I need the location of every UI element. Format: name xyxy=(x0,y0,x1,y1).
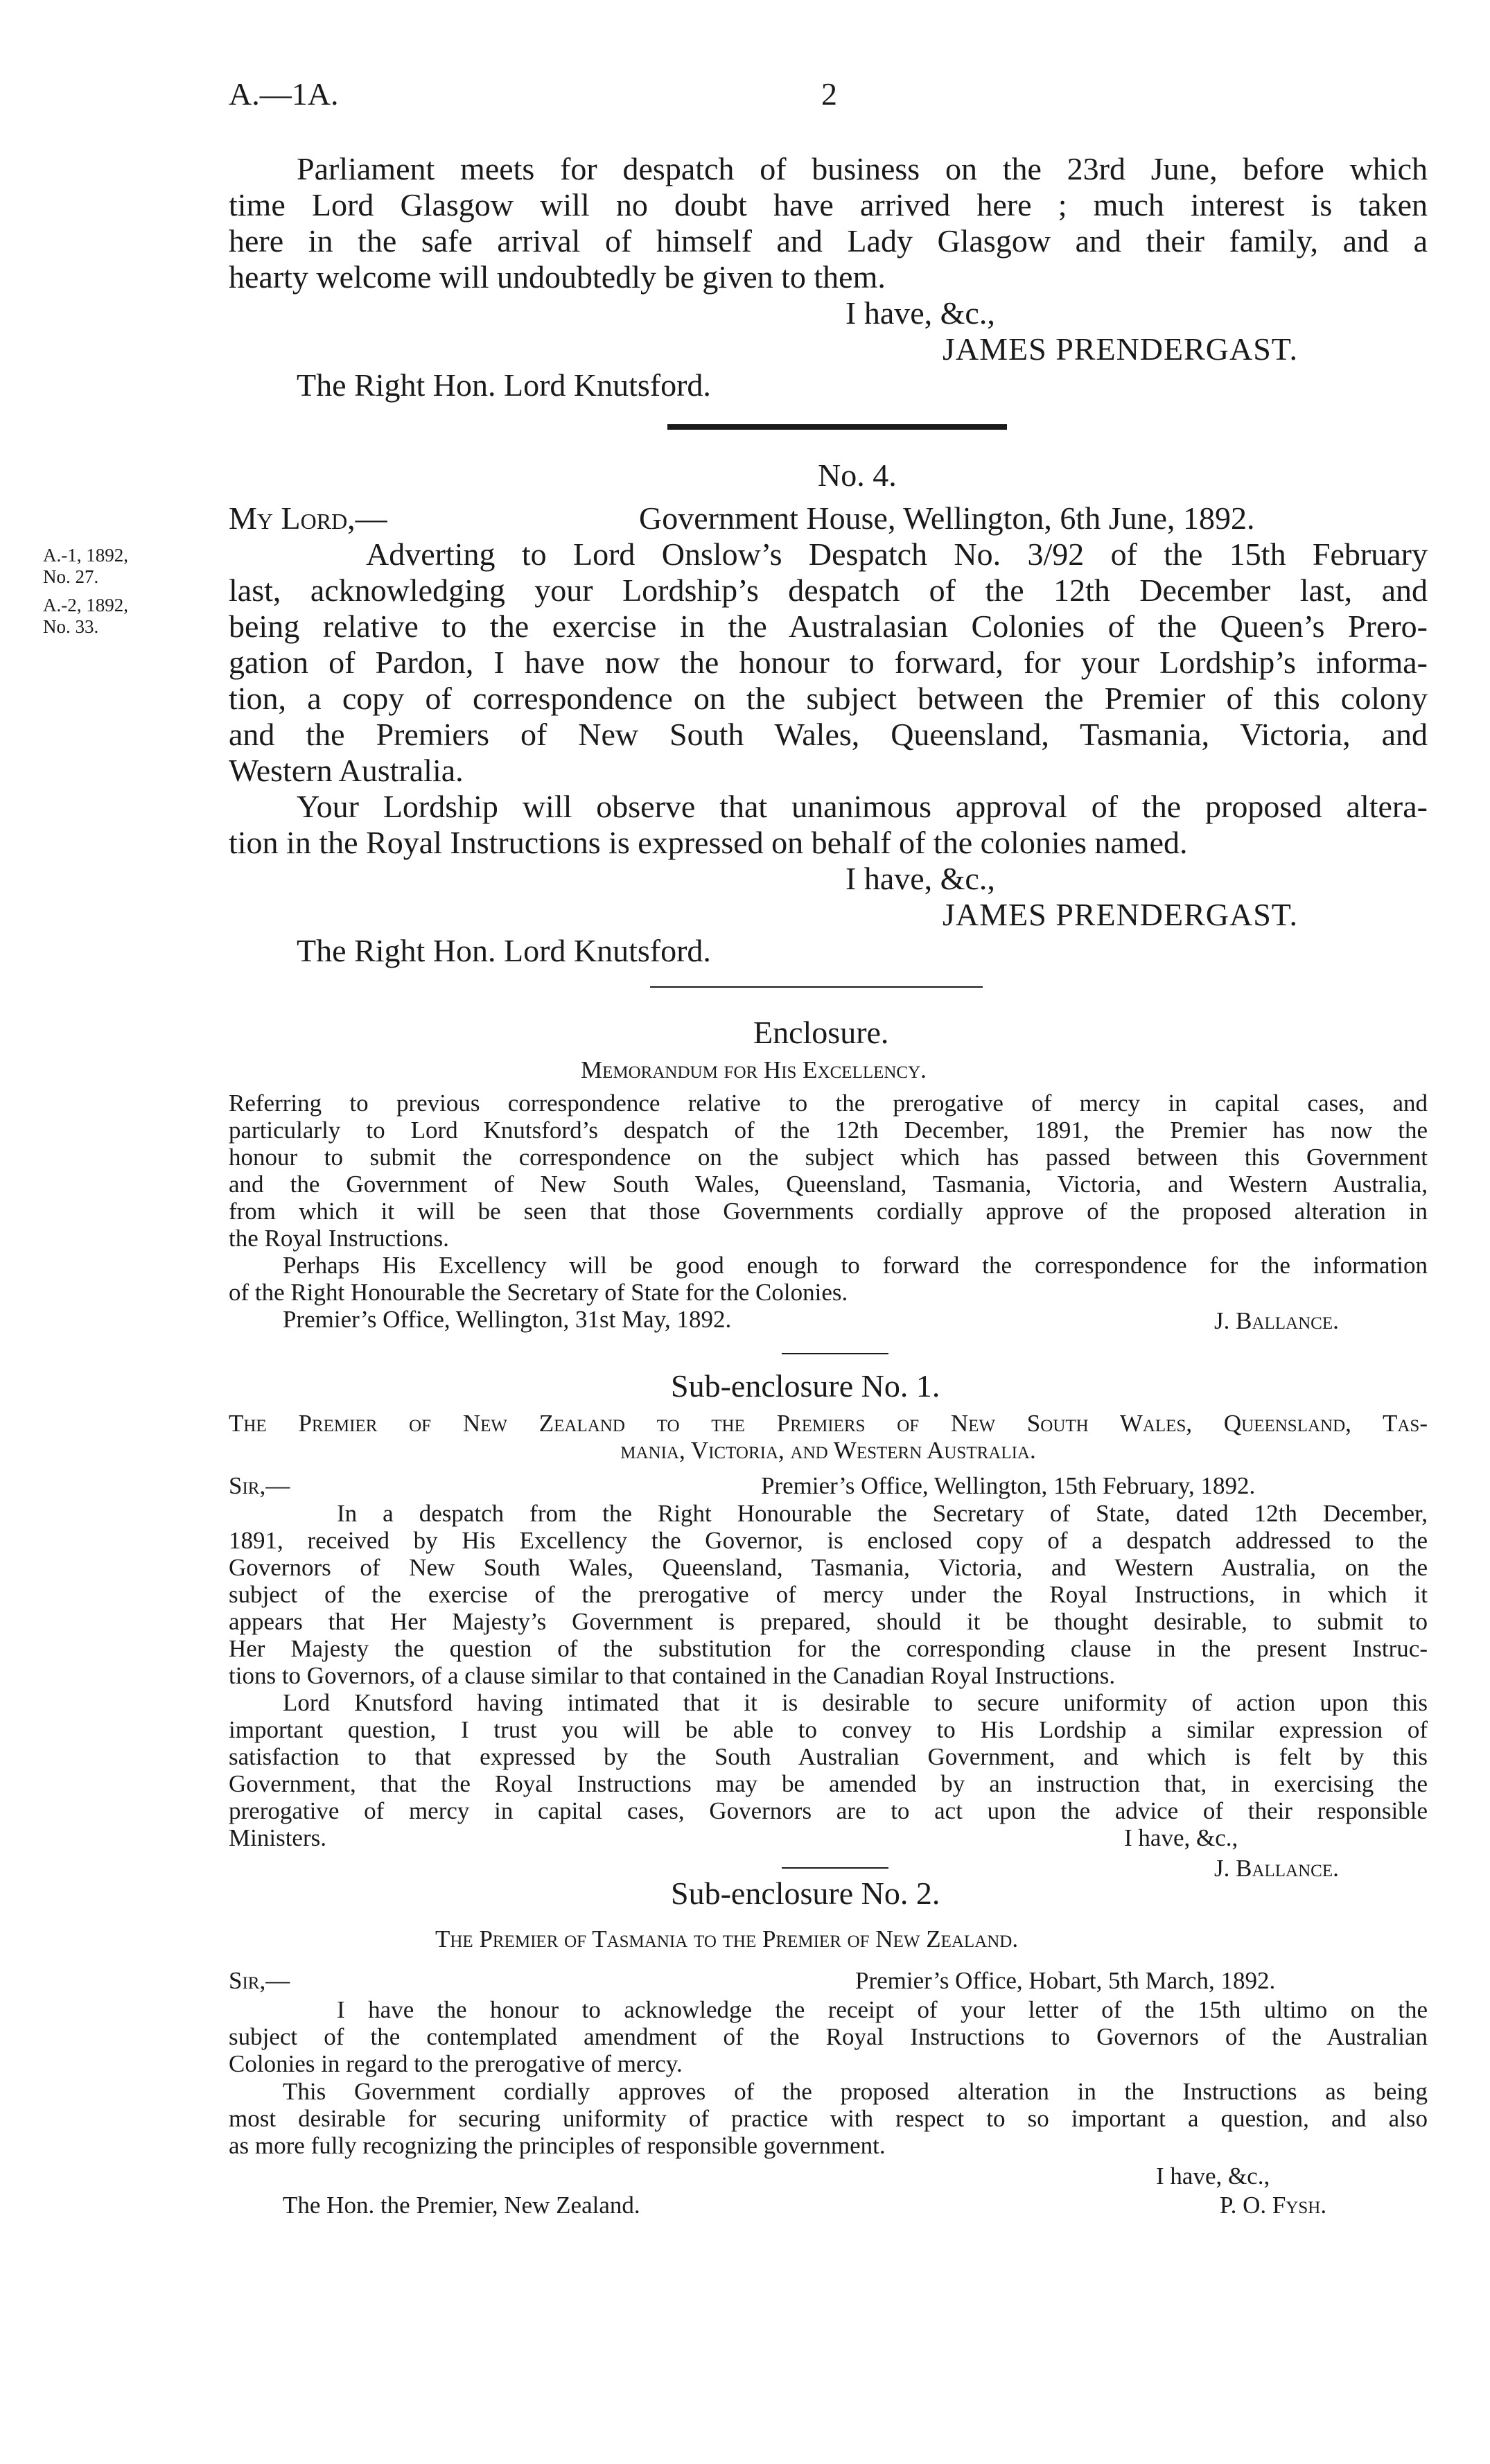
enclosure-line: and the Government of New South Wales, Queensland, Tasmania, Victoria, and Western Australia, xyxy=(229,1171,1428,1198)
sub1-heading-line: mania, Victoria, and Western Australia. xyxy=(620,1437,1036,1464)
sub2-line: as more fully recognizing the principles of responsible government. xyxy=(229,2132,886,2159)
sub1-line: Government, that the Royal Instructions may be amended by an instruction that, in exercising the xyxy=(229,1770,1428,1797)
sub2-line: I have the honour to acknowledge the receipt of your letter of the 15th ultimo on the xyxy=(337,1996,1428,2023)
sub1-heading xyxy=(229,1410,1428,1464)
sub2-addressee: The Hon. the Premier, New Zealand. xyxy=(283,2192,640,2219)
despatch-number: No. 4. xyxy=(818,457,897,493)
sub1-line: 1891, received by His Excellency the Governor, is enclosed copy of a despatch addressed to the xyxy=(229,1527,1428,1554)
sub2-paragraph-1 xyxy=(229,1996,1428,2077)
sub2-line: This Government cordially approves of the proposed alteration in the Instructions as being xyxy=(283,2078,1428,2105)
sub2-closing: I have, &c., xyxy=(1156,2162,1270,2190)
intro-addressee: The Right Hon. Lord Knutsford. xyxy=(297,367,711,403)
sub1-dateline: Premier’s Office, Wellington, 15th February, 1892. xyxy=(761,1472,1256,1499)
despatch-line: tion, a copy of correspondence on the subject between the Premier of this colony xyxy=(229,681,1428,716)
despatch-paragraph-1 xyxy=(229,536,1428,789)
section-divider-short xyxy=(782,1353,888,1354)
margin-note-line: No. 27. xyxy=(43,566,99,587)
intro-line: hearty welcome will undoubtedly be given to them. xyxy=(229,259,886,295)
despatch-line: gation of Pardon, I have now the honour to forward, for your Lordship’s informa- xyxy=(229,645,1428,680)
despatch-line: Western Australia. xyxy=(229,753,464,788)
despatch-line: Adverting to Lord Onslow’s Despatch No. 3/92 of the 15th February xyxy=(366,536,1428,572)
section-divider-thick xyxy=(667,424,1007,430)
sub1-salutation: Sir,— xyxy=(229,1472,290,1499)
sub1-line: tions to Governors, of a clause similar to that contained in the Canadian Royal Instructions. xyxy=(229,1662,1116,1689)
sub1-paragraph-2 xyxy=(229,1689,1428,1824)
despatch-line: being relative to the exercise in the Australasian Colonies of the Queen’s Prero- xyxy=(229,609,1428,644)
enclosure-line: the Royal Instructions. xyxy=(229,1225,449,1252)
despatch-line: Your Lordship will observe that unanimous approval of the proposed altera- xyxy=(297,789,1428,824)
sub1-line: Lord Knutsford having intimated that it is desirable to secure uniformity of action upon this xyxy=(283,1689,1428,1716)
despatch-line: last, acknowledging your Lordship’s despatch of the 12th December last, and xyxy=(229,573,1428,608)
sub1-line: In a despatch from the Right Honourable the Secretary of State, dated 12th December, xyxy=(337,1500,1428,1527)
page-number: 2 xyxy=(821,76,837,112)
sub2-line: Colonies in regard to the prerogative of mercy. xyxy=(229,2050,683,2077)
sub1-title: Sub-enclosure No. 1. xyxy=(671,1368,940,1404)
enclosure-line: Perhaps His Excellency will be good enough to forward the correspondence for the information xyxy=(283,1252,1428,1279)
intro-line: time Lord Glasgow will no doubt have arrived here ; much interest is taken xyxy=(229,187,1428,222)
sub1-line: subject of the exercise of the prerogative of mercy under the Royal Instructions, in which it xyxy=(229,1581,1428,1608)
margin-reference xyxy=(43,545,128,638)
enclosure-title: Enclosure. xyxy=(753,1015,889,1050)
sub2-line: subject of the contemplated amendment of the Royal Instructions to Governors of the Australian xyxy=(229,2023,1428,2050)
enclosure-place-date: Premier’s Office, Wellington, 31st May, 1892. xyxy=(283,1306,732,1333)
intro-paragraph xyxy=(229,151,1428,295)
sub2-paragraph-2 xyxy=(229,2078,1428,2159)
sub1-line: Governors of New South Wales, Queensland, Tasmania, Victoria, and Western Australia, on the xyxy=(229,1554,1428,1581)
despatch-signature: JAMES PRENDERGAST. xyxy=(943,897,1298,932)
enclosure-subtitle: Memorandum for His Excellency. xyxy=(581,1056,927,1083)
margin-note-line: No. 33. xyxy=(43,616,99,637)
sub2-line: most desirable for securing uniformity of practice with respect to so important a question, and also xyxy=(229,2105,1428,2132)
section-divider-short xyxy=(782,1867,888,1869)
despatch-salutation: My Lord,— xyxy=(229,500,387,536)
intro-line: Parliament meets for despatch of business on the 23rd June, before which xyxy=(297,151,1428,186)
despatch-dateline: Government House, Wellington, 6th June, 1892. xyxy=(639,500,1255,536)
sub1-paragraph-1 xyxy=(229,1500,1428,1689)
sub1-closing: I have, &c., xyxy=(1124,1824,1238,1851)
sub1-line: satisfaction to that expressed by the South Australian Government, and which is felt by this xyxy=(229,1743,1428,1770)
sub2-dateline: Premier’s Office, Hobart, 5th March, 1892. xyxy=(855,1967,1276,1994)
despatch-line: tion in the Royal Instructions is expressed on behalf of the colonies named. xyxy=(229,825,1188,860)
despatch-line: and the Premiers of New South Wales, Queensland, Tasmania, Victoria, and xyxy=(229,717,1428,752)
section-divider xyxy=(650,986,983,988)
sub2-salutation: Sir,— xyxy=(229,1967,290,1994)
intro-closing: I have, &c., xyxy=(845,295,995,331)
enclosure-line: of the Right Honourable the Secretary of State for the Colonies. xyxy=(229,1279,848,1306)
sub1-line: prerogative of mercy in capital cases, Governors are to act upon the advice of their responsible xyxy=(229,1797,1428,1824)
sub2-heading: The Premier of Tasmania to the Premier of New Zealand. xyxy=(435,1925,1019,1952)
sub1-last-line: Ministers. xyxy=(229,1824,326,1851)
sub1-line: important question, I trust you will be able to convey to His Lordship a similar expression of xyxy=(229,1716,1428,1743)
sub1-heading-line: The Premier of New Zealand to the Premiers of New South Wales, Queensland, Tas- xyxy=(229,1410,1428,1437)
sub1-signature: J. Ballance. xyxy=(1214,1855,1339,1882)
enclosure-line: particularly to Lord Knutsford’s despatch of the 12th December, 1891, the Premier has now the xyxy=(229,1117,1428,1144)
enclosure-paragraph-1 xyxy=(229,1090,1428,1252)
sub1-line: appears that Her Majesty’s Government is prepared, should it be thought desirable, to submit to xyxy=(229,1608,1428,1635)
enclosure-line: Referring to previous correspondence relative to the prerogative of mercy in capital cases, and xyxy=(229,1090,1428,1117)
enclosure-paragraph-2 xyxy=(229,1252,1428,1306)
margin-note-line: A.-2, 1892, xyxy=(43,595,128,615)
series-label: A.—1A. xyxy=(229,76,339,112)
despatch-paragraph-2 xyxy=(229,789,1428,861)
intro-line: here in the safe arrival of himself and Lady Glasgow and their family, and a xyxy=(229,223,1428,259)
enclosure-line: from which it will be seen that those Governments cordially approve of the proposed alteration in xyxy=(229,1198,1428,1225)
sub2-title: Sub-enclosure No. 2. xyxy=(671,1876,940,1911)
sub2-signature: P. O. Fysh. xyxy=(1220,2192,1327,2219)
enclosure-signature: J. Ballance. xyxy=(1214,1307,1339,1334)
despatch-closing: I have, &c., xyxy=(845,861,995,896)
margin-note-line: A.-1, 1892, xyxy=(43,545,128,566)
enclosure-line: honour to submit the correspondence on the subject which has passed between this Government xyxy=(229,1144,1428,1171)
intro-signature: JAMES PRENDERGAST. xyxy=(943,331,1298,367)
despatch-addressee: The Right Hon. Lord Knutsford. xyxy=(297,933,711,968)
sub1-line: Her Majesty the question of the substitution for the corresponding clause in the present Instruc- xyxy=(229,1635,1428,1662)
